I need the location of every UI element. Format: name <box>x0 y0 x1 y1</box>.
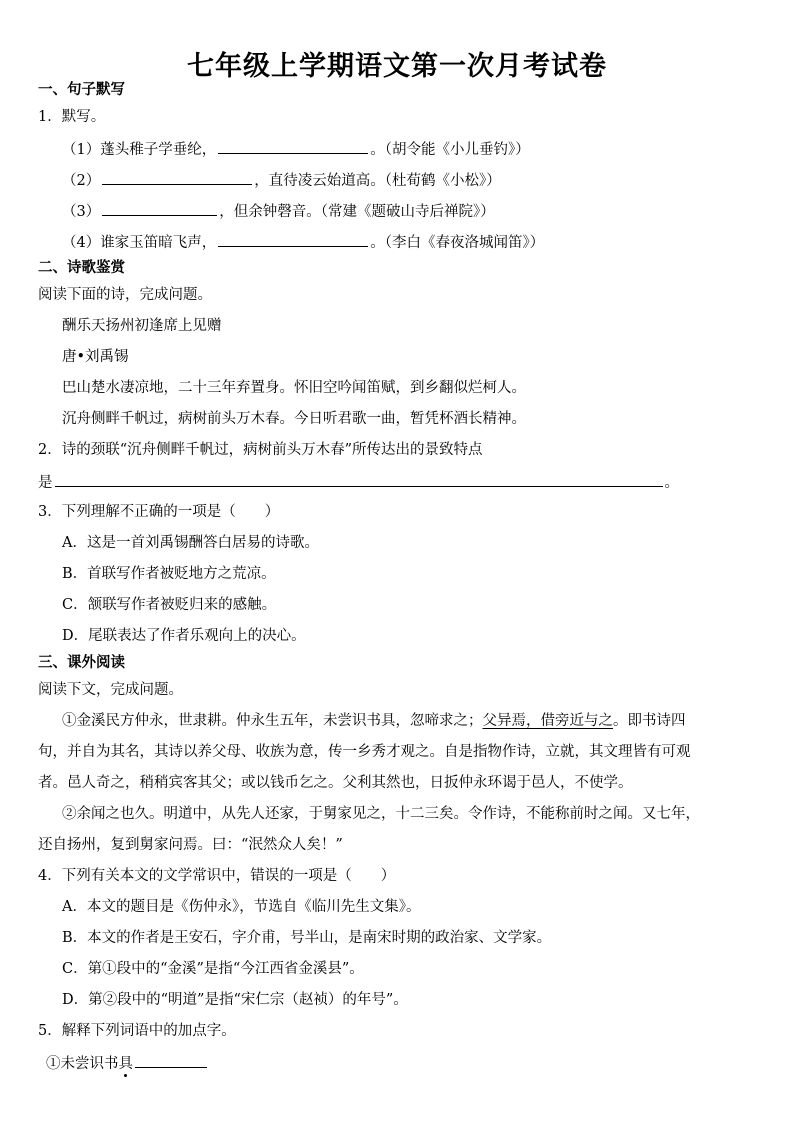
q1-item-3 <box>62 200 495 222</box>
q5-dotted-character: 具 <box>118 1056 133 1072</box>
passage-p2-line-1: ②余闻之也久。明道中，从先人还家，于舅家见之，十二三矣。令作诗，不能称前时之闻。又七年， <box>62 806 700 822</box>
q5-item-1-text: ①未尝识书 <box>46 1056 119 1072</box>
passage-p1-line-2: 句，并自为其名，其诗以养父母、收族为意，传一乡秀才观之。自是指物作诗，立就，其文理皆有可观 <box>38 744 691 760</box>
section-heading-dictation: 一、句子默写 <box>38 82 125 98</box>
q2-answer-blank[interactable] <box>55 471 663 487</box>
q1-item-4-suffix: 。（李白《春夜洛城闻笛》） <box>370 235 545 251</box>
q5-answer-blank-1[interactable] <box>135 1052 207 1068</box>
q2-end: 。 <box>664 475 679 491</box>
q1-item-1-prefix: （1）蓬头稚子学垂纶， <box>62 142 217 158</box>
q4-option-a[interactable]: A．本文的题目是《伤仲永》，节选自《临川先生文集》。 <box>62 899 421 915</box>
q1-answer-blank-4[interactable] <box>218 231 368 247</box>
q1-item-1-suffix: 。（胡令能《小儿垂钓》） <box>370 142 530 158</box>
poem-line-1: 巴山楚水凄凉地，二十三年弃置身。怀旧空吟闻笛赋，到乡翻似烂柯人。 <box>62 380 526 396</box>
poem-intro: 阅读下面的诗，完成问题。 <box>38 287 212 303</box>
q2-lead: 是 <box>38 475 53 491</box>
q1-answer-blank-3[interactable] <box>102 200 217 216</box>
q4-option-b[interactable]: B．本文的作者是王安石，字介甫，号半山，是南宋时期的政治家、文学家。 <box>62 930 552 946</box>
poem-title: 酬乐天扬州初逢席上见赠 <box>62 318 222 334</box>
section-heading-reading: 三、课外阅读 <box>38 655 125 671</box>
reading-intro: 阅读下文，完成问题。 <box>38 682 183 698</box>
q1-item-2-prefix: （2） <box>62 173 101 189</box>
q1-item-4-prefix: （4）谁家玉笛暗飞声， <box>62 235 217 251</box>
q3-option-d[interactable]: D．尾联表达了作者乐观向上的决心。 <box>62 628 306 644</box>
q1-item-3-prefix: （3） <box>62 204 101 220</box>
q4-option-d[interactable]: D．第②段中的“明道”是指“宋仁宗（赵祯）的年号”。 <box>62 992 408 1008</box>
q1-answer-blank-1[interactable] <box>218 138 368 154</box>
q5-stem: 5．解释下列词语中的加点字。 <box>38 1023 236 1039</box>
q3-option-a[interactable]: A．这是一首刘禹锡酬答白居易的诗歌。 <box>62 535 319 551</box>
section-heading-poetry: 二、诗歌鉴赏 <box>38 260 125 276</box>
q2-stem: 2．诗的颈联“沉舟侧畔千帆过，病树前头万木春”所传达出的景致特点 <box>38 442 483 458</box>
q1-item-1 <box>62 138 530 160</box>
q3-option-c[interactable]: C．颔联写作者被贬归来的感触。 <box>62 597 277 613</box>
q3-stem: 3．下列理解不正确的一项是（ ） <box>38 504 280 520</box>
page-title: 七年级上学期语文第一次月考试卷 <box>187 51 607 82</box>
q1-item-2-suffix: ，直待凌云始道高。（杜荀鹤《小松》） <box>254 173 501 189</box>
passage-p2-line-2: 还自扬州，复到舅家问焉。曰：“泯然众人矣！” <box>38 837 343 853</box>
q4-stem: 4．下列有关本文的文学常识中，错误的一项是（ ） <box>38 868 396 884</box>
q2-answer-line <box>38 471 679 493</box>
poem-line-2: 沉舟侧畔千帆过，病树前头万木春。今日听君歌一曲，暂凭杯酒长精神。 <box>62 411 526 427</box>
q1-item-3-suffix: ，但余钟磬音。（常建《题破山寺后禅院》） <box>219 204 495 220</box>
q1-item-2 <box>62 169 501 191</box>
passage-p1-line-1 <box>62 711 686 731</box>
passage-p1-line-3: 者。邑人奇之，稍稍宾客其父；或以钱币乞之。父利其然也，日扳仲永环谒于邑人，不使学。 <box>38 775 633 791</box>
passage-p1-text-a: ①金溪民方仲永，世隶耕。仲永生五年，未尝识书具，忽啼求之； <box>62 713 483 729</box>
q3-option-b[interactable]: B．首联写作者被贬地方之荒凉。 <box>62 566 276 582</box>
passage-underlined-sentence: 父异焉，借旁近与之 <box>482 713 613 729</box>
poem-author: 唐•刘禹锡 <box>62 349 129 365</box>
q1-stem: 1．默写。 <box>38 109 106 125</box>
q1-answer-blank-2[interactable] <box>102 169 252 185</box>
passage-p1-text-b: 。即书诗四 <box>613 713 686 729</box>
q5-item-1 <box>46 1052 209 1074</box>
q4-option-c[interactable]: C．第①段中的“金溪”是指“今江西省金溪县”。 <box>62 961 364 977</box>
q1-item-4 <box>62 231 544 253</box>
